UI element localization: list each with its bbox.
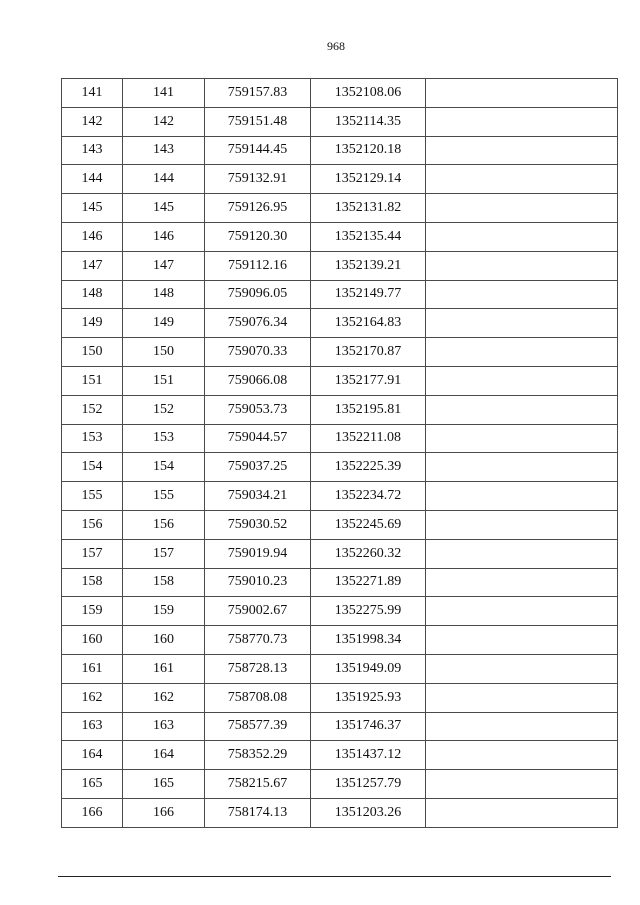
table-row [62, 107, 618, 136]
point-id-cell: 156 [123, 510, 205, 539]
point-id-cell: 165 [123, 770, 205, 799]
note-cell [426, 338, 618, 367]
table-row [62, 741, 618, 770]
table-row [62, 424, 618, 453]
note-cell [426, 251, 618, 280]
point-number-cell: 142 [62, 107, 123, 136]
note-cell [426, 712, 618, 741]
table-row [62, 366, 618, 395]
y-coordinate-cell: 1352275.99 [311, 597, 426, 626]
x-coordinate-cell: 759066.08 [205, 366, 311, 395]
point-number-cell: 162 [62, 683, 123, 712]
point-id-cell: 148 [123, 280, 205, 309]
note-cell [426, 539, 618, 568]
x-coordinate-cell: 759157.83 [205, 79, 311, 108]
table-row [62, 395, 618, 424]
x-coordinate-cell: 759132.91 [205, 165, 311, 194]
table-row [62, 194, 618, 223]
note-cell [426, 741, 618, 770]
coordinates-table [61, 78, 618, 828]
point-number-cell: 155 [62, 482, 123, 511]
table-row [62, 712, 618, 741]
note-cell [426, 798, 618, 827]
x-coordinate-cell: 758352.29 [205, 741, 311, 770]
x-coordinate-cell: 759144.45 [205, 136, 311, 165]
y-coordinate-cell: 1352260.32 [311, 539, 426, 568]
point-number-cell: 161 [62, 654, 123, 683]
x-coordinate-cell: 759070.33 [205, 338, 311, 367]
y-coordinate-cell: 1352131.82 [311, 194, 426, 223]
table-row [62, 568, 618, 597]
table-row [62, 539, 618, 568]
point-number-cell: 150 [62, 338, 123, 367]
x-coordinate-cell: 759151.48 [205, 107, 311, 136]
y-coordinate-cell: 1352170.87 [311, 338, 426, 367]
table-row [62, 280, 618, 309]
point-number-cell: 158 [62, 568, 123, 597]
note-cell [426, 453, 618, 482]
table-row [62, 251, 618, 280]
y-coordinate-cell: 1352149.77 [311, 280, 426, 309]
table-row [62, 309, 618, 338]
note-cell [426, 482, 618, 511]
note-cell [426, 626, 618, 655]
point-id-cell: 163 [123, 712, 205, 741]
point-number-cell: 141 [62, 79, 123, 108]
point-id-cell: 158 [123, 568, 205, 597]
point-number-cell: 165 [62, 770, 123, 799]
point-number-cell: 153 [62, 424, 123, 453]
y-coordinate-cell: 1351437.12 [311, 741, 426, 770]
point-number-cell: 159 [62, 597, 123, 626]
note-cell [426, 165, 618, 194]
table-row [62, 626, 618, 655]
y-coordinate-cell: 1352164.83 [311, 309, 426, 338]
point-id-cell: 151 [123, 366, 205, 395]
note-cell [426, 770, 618, 799]
table-row [62, 683, 618, 712]
point-number-cell: 144 [62, 165, 123, 194]
y-coordinate-cell: 1352114.35 [311, 107, 426, 136]
point-number-cell: 157 [62, 539, 123, 568]
note-cell [426, 107, 618, 136]
point-number-cell: 160 [62, 626, 123, 655]
y-coordinate-cell: 1351925.93 [311, 683, 426, 712]
point-number-cell: 154 [62, 453, 123, 482]
y-coordinate-cell: 1352234.72 [311, 482, 426, 511]
point-id-cell: 159 [123, 597, 205, 626]
note-cell [426, 222, 618, 251]
point-number-cell: 163 [62, 712, 123, 741]
coordinates-table-body [62, 79, 618, 828]
x-coordinate-cell: 759096.05 [205, 280, 311, 309]
y-coordinate-cell: 1352120.18 [311, 136, 426, 165]
note-cell [426, 309, 618, 338]
point-id-cell: 153 [123, 424, 205, 453]
point-id-cell: 145 [123, 194, 205, 223]
y-coordinate-cell: 1352135.44 [311, 222, 426, 251]
x-coordinate-cell: 759034.21 [205, 482, 311, 511]
point-number-cell: 149 [62, 309, 123, 338]
x-coordinate-cell: 759112.16 [205, 251, 311, 280]
point-id-cell: 154 [123, 453, 205, 482]
y-coordinate-cell: 1351203.26 [311, 798, 426, 827]
y-coordinate-cell: 1351998.34 [311, 626, 426, 655]
y-coordinate-cell: 1352108.06 [311, 79, 426, 108]
y-coordinate-cell: 1352177.91 [311, 366, 426, 395]
table-row [62, 770, 618, 799]
note-cell [426, 366, 618, 395]
note-cell [426, 683, 618, 712]
note-cell [426, 194, 618, 223]
point-id-cell: 141 [123, 79, 205, 108]
note-cell [426, 568, 618, 597]
point-id-cell: 157 [123, 539, 205, 568]
point-number-cell: 145 [62, 194, 123, 223]
point-number-cell: 156 [62, 510, 123, 539]
point-id-cell: 161 [123, 654, 205, 683]
x-coordinate-cell: 759010.23 [205, 568, 311, 597]
point-id-cell: 142 [123, 107, 205, 136]
x-coordinate-cell: 758770.73 [205, 626, 311, 655]
point-number-cell: 147 [62, 251, 123, 280]
point-number-cell: 143 [62, 136, 123, 165]
x-coordinate-cell: 759120.30 [205, 222, 311, 251]
point-number-cell: 151 [62, 366, 123, 395]
y-coordinate-cell: 1351746.37 [311, 712, 426, 741]
note-cell [426, 79, 618, 108]
table-row [62, 222, 618, 251]
note-cell [426, 280, 618, 309]
point-id-cell: 152 [123, 395, 205, 424]
x-coordinate-cell: 758174.13 [205, 798, 311, 827]
point-id-cell: 160 [123, 626, 205, 655]
x-coordinate-cell: 758215.67 [205, 770, 311, 799]
table-row [62, 453, 618, 482]
note-cell [426, 395, 618, 424]
point-number-cell: 152 [62, 395, 123, 424]
point-number-cell: 166 [62, 798, 123, 827]
point-number-cell: 146 [62, 222, 123, 251]
y-coordinate-cell: 1352245.69 [311, 510, 426, 539]
point-id-cell: 166 [123, 798, 205, 827]
point-number-cell: 148 [62, 280, 123, 309]
x-coordinate-cell: 758577.39 [205, 712, 311, 741]
table-row [62, 136, 618, 165]
y-coordinate-cell: 1352139.21 [311, 251, 426, 280]
note-cell [426, 654, 618, 683]
table-row [62, 510, 618, 539]
page-number: 968 [327, 39, 345, 53]
x-coordinate-cell: 759126.95 [205, 194, 311, 223]
point-id-cell: 144 [123, 165, 205, 194]
table-row [62, 597, 618, 626]
point-id-cell: 149 [123, 309, 205, 338]
x-coordinate-cell: 758708.08 [205, 683, 311, 712]
x-coordinate-cell: 759044.57 [205, 424, 311, 453]
point-number-cell: 164 [62, 741, 123, 770]
table-row [62, 165, 618, 194]
y-coordinate-cell: 1352211.08 [311, 424, 426, 453]
table-row [62, 338, 618, 367]
bottom-divider [58, 876, 611, 877]
point-id-cell: 162 [123, 683, 205, 712]
x-coordinate-cell: 759037.25 [205, 453, 311, 482]
x-coordinate-cell: 759076.34 [205, 309, 311, 338]
table-row [62, 798, 618, 827]
y-coordinate-cell: 1352225.39 [311, 453, 426, 482]
y-coordinate-cell: 1352195.81 [311, 395, 426, 424]
x-coordinate-cell: 759030.52 [205, 510, 311, 539]
point-id-cell: 143 [123, 136, 205, 165]
y-coordinate-cell: 1352271.89 [311, 568, 426, 597]
table-row [62, 482, 618, 511]
x-coordinate-cell: 759053.73 [205, 395, 311, 424]
y-coordinate-cell: 1351257.79 [311, 770, 426, 799]
y-coordinate-cell: 1351949.09 [311, 654, 426, 683]
y-coordinate-cell: 1352129.14 [311, 165, 426, 194]
table-row [62, 79, 618, 108]
note-cell [426, 136, 618, 165]
x-coordinate-cell: 759002.67 [205, 597, 311, 626]
point-id-cell: 147 [123, 251, 205, 280]
point-id-cell: 155 [123, 482, 205, 511]
note-cell [426, 597, 618, 626]
note-cell [426, 424, 618, 453]
table-row [62, 654, 618, 683]
point-id-cell: 146 [123, 222, 205, 251]
x-coordinate-cell: 758728.13 [205, 654, 311, 683]
x-coordinate-cell: 759019.94 [205, 539, 311, 568]
note-cell [426, 510, 618, 539]
point-id-cell: 150 [123, 338, 205, 367]
point-id-cell: 164 [123, 741, 205, 770]
